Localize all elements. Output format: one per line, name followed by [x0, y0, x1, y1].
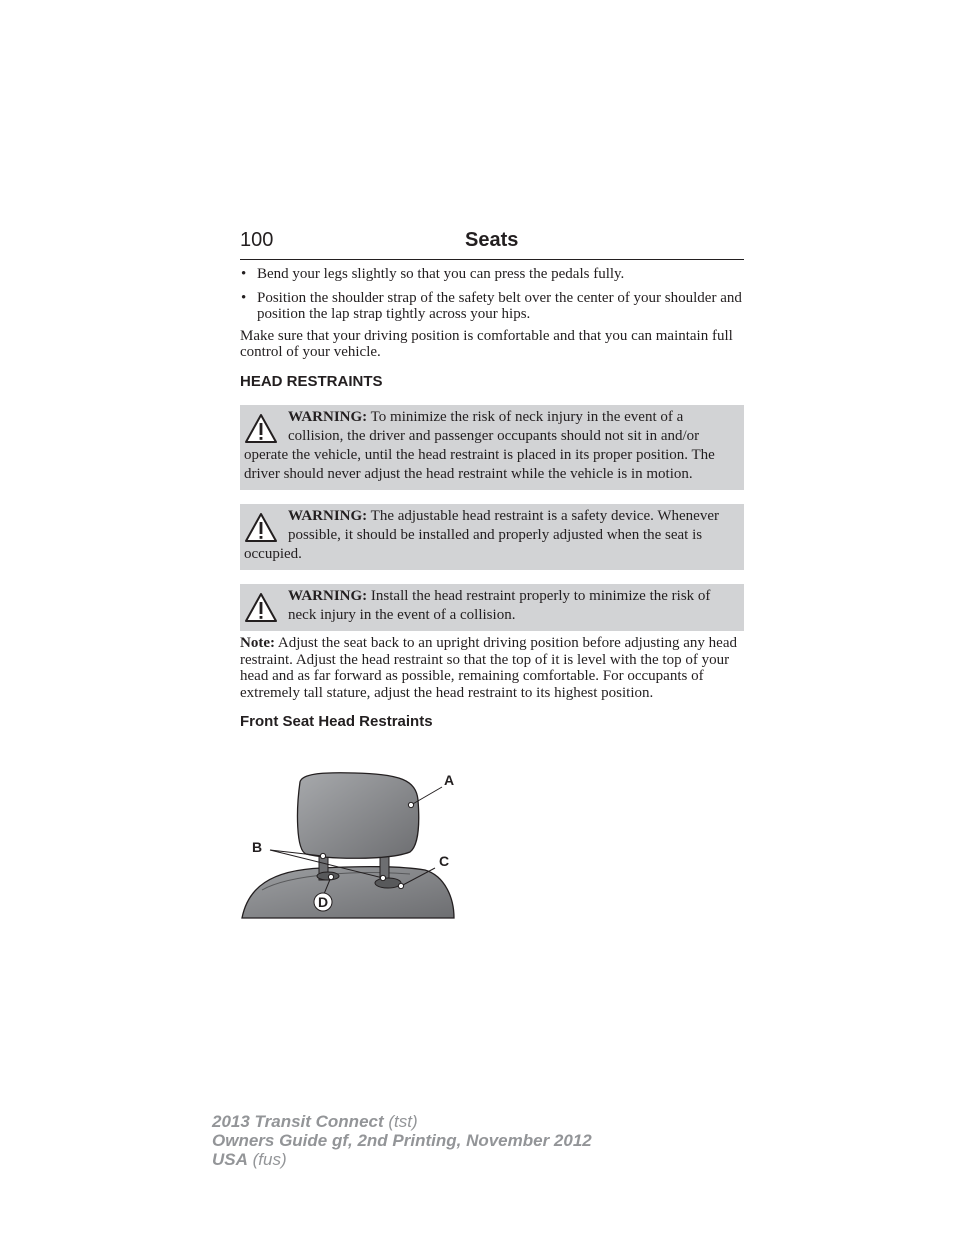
- warning-text: The adjustable head restraint is a safety device. Whenever possible, it should be installed and properly adjusted when the seat is occupied.: [244, 508, 719, 562]
- warning-label: WARNING:: [288, 508, 368, 524]
- bullet-item: [240, 290, 744, 323]
- section-title: Seats: [465, 229, 519, 251]
- bullet-dot-icon: •: [241, 266, 247, 282]
- warning-box: [240, 584, 744, 631]
- bullet-dot-icon: •: [241, 289, 247, 306]
- callout-c: C: [439, 853, 450, 869]
- section-heading: HEAD RESTRAINTS: [240, 372, 383, 390]
- note-paragraph: [240, 635, 744, 701]
- footer-market: USA: [212, 1150, 248, 1169]
- callout-d: D: [318, 894, 329, 910]
- warning-label: WARNING:: [288, 588, 368, 604]
- warning-triangle-icon: [244, 511, 278, 545]
- note-label: Note:: [240, 635, 275, 651]
- warning-text: Install the head restraint properly to minimize the risk of neck injury in the event of a collision.: [288, 588, 711, 623]
- head-restraint-illustration: [240, 770, 462, 920]
- page-header: [240, 228, 744, 260]
- bullet-text: Position the shoulder strap of the safety belt over the center of your shoulder and position the lap strap tightly across your hips.: [257, 289, 742, 322]
- footer-market-code: (fus): [247, 1150, 287, 1169]
- footer-guide-edition: Owners Guide gf, 2nd Printing, November 2012: [212, 1131, 592, 1150]
- warning-box: [240, 405, 744, 490]
- subsection-heading: Front Seat Head Restraints: [240, 713, 433, 730]
- footer-model: 2013 Transit Connect: [212, 1112, 384, 1131]
- warning-label: WARNING:: [288, 409, 368, 425]
- footer-model-code: (tst): [383, 1112, 418, 1131]
- warning-triangle-icon: [244, 412, 278, 446]
- callout-a: A: [444, 772, 455, 788]
- bullet-text: Bend your legs slightly so that you can press the pedals fully.: [257, 266, 625, 282]
- bullet-item: [240, 266, 744, 283]
- footer-line-model: [212, 1112, 592, 1131]
- warning-box: [240, 504, 744, 570]
- page-footer: [212, 1112, 592, 1169]
- footer-line-market: [212, 1150, 592, 1169]
- note-text: Adjust the seat back to an upright driving position before adjusting any head restraint. Adjust the head restraint so that the top of it is level with the top of your head and as far forward as possible, remaining comfortable. For occupants of extremely tall stature, adjust the head restraint to its highest position.: [240, 635, 737, 701]
- page-number: 100: [240, 229, 274, 251]
- head-restraint-pad: [298, 773, 419, 859]
- warning-text: To minimize the risk of neck injury in the event of a collision, the driver and passenger occupants should not sit in and/or operate the vehicle, until the head restraint is placed in its proper position. The driver should never adjust the head restraint while the vehicle is in motion.: [244, 409, 715, 482]
- body-paragraph: Make sure that your driving position is comfortable and that you can maintain full control of your vehicle.: [240, 327, 733, 360]
- callout-b: B: [252, 839, 263, 855]
- page-content: [240, 266, 744, 731]
- warning-triangle-icon: [244, 591, 278, 625]
